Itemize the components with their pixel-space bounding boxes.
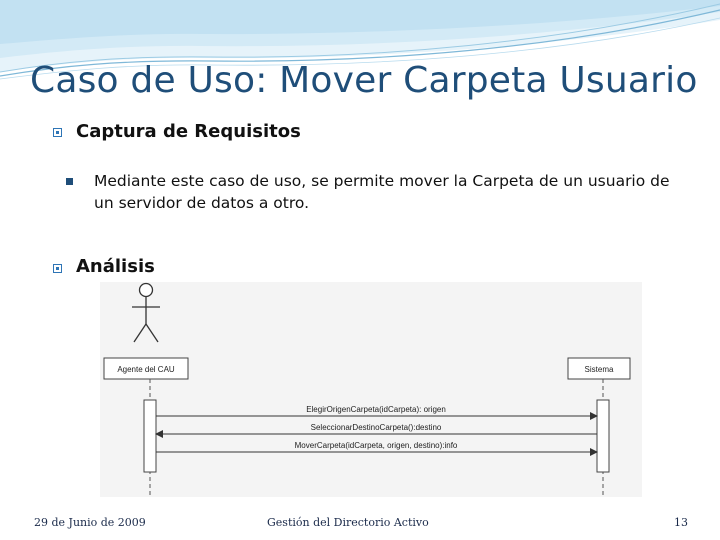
footer-title: Gestión del Directorio Activo <box>267 516 429 529</box>
square-bullet-icon <box>53 264 62 273</box>
actor-activation-bar <box>144 400 156 472</box>
requirements-description: Mediante este caso de uso, se permite mover la Carpeta de un usuario de un servidor de datos a otro. <box>94 172 670 212</box>
sequence-diagram <box>100 282 642 497</box>
message-label: ElegirOrigenCarpeta(idCarpeta): origen <box>306 405 446 414</box>
square-bullet-icon <box>53 128 62 137</box>
section-heading-requirements: Captura de Requisitos <box>76 121 301 142</box>
system-lifeline-label: Sistema <box>584 365 614 374</box>
actor-lifeline-label: Agente del CAU <box>117 365 175 374</box>
message-label: SeleccionarDestinoCarpeta():destino <box>310 423 442 432</box>
page-title: Caso de Uso: Mover Carpeta Usuario <box>30 60 698 101</box>
message-label: MoverCarpeta(idCarpeta, origen, destino):info <box>294 441 458 450</box>
section-heading-analysis: Análisis <box>76 256 155 277</box>
footer-date: 29 de Junio de 2009 <box>34 516 146 529</box>
footer-page-number: 13 <box>674 516 688 529</box>
system-activation-bar <box>597 400 609 472</box>
filled-bullet-icon <box>66 178 73 185</box>
